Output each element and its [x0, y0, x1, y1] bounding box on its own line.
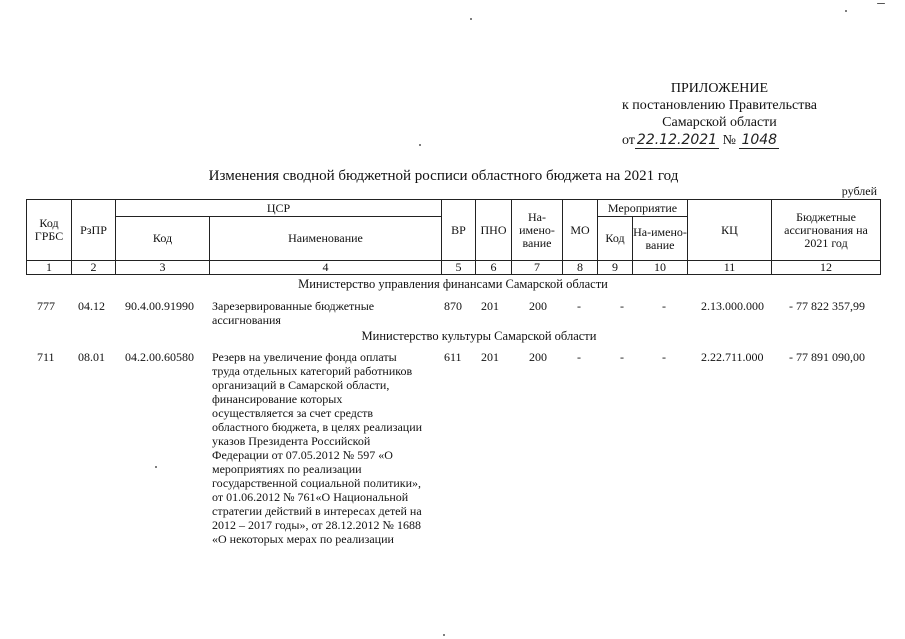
scan-speck	[845, 10, 847, 12]
scan-speck	[877, 3, 885, 4]
cell-vr: 611	[444, 350, 462, 364]
col-header-budget: Бюджетные ассигнования на 2021 год	[772, 200, 881, 261]
cell-amount: - 77 822 357,99	[789, 299, 865, 313]
col-header-event-code: Код	[598, 217, 633, 261]
cell-pno: 201	[481, 350, 499, 364]
cell-mo: -	[577, 299, 581, 313]
scan-speck	[155, 466, 157, 468]
col-number: 10	[633, 261, 688, 275]
cell-kc: 2.22.711.000	[701, 350, 764, 364]
handwritten-date: 22.12.2021	[636, 132, 718, 148]
col-number: 11	[688, 261, 772, 275]
col-number: 3	[116, 261, 210, 275]
col-header-event-name: На-имено-вание	[633, 217, 688, 261]
col-header-grbs: Код ГРБС	[27, 200, 72, 261]
approval-header	[622, 80, 817, 149]
col-number: 7	[512, 261, 563, 275]
units-label: рублей	[841, 184, 877, 198]
cell-rzpr: 08.01	[78, 350, 105, 364]
col-number: 12	[772, 261, 881, 275]
col-header-csr: ЦСР	[116, 200, 442, 217]
scan-speck	[419, 144, 421, 146]
cell-csr-code: 04.2.00.60580	[125, 350, 194, 364]
col-header-mo: МО	[563, 200, 598, 261]
col-header-csr-code: Код	[116, 217, 210, 261]
col-number: 2	[72, 261, 116, 275]
cell-pno: 201	[481, 299, 499, 313]
col-header-csr-name: Наименование	[210, 217, 442, 261]
date-prefix: от	[621, 133, 635, 148]
cell-csr-code: 90.4.00.91990	[125, 299, 194, 313]
cell-csr-name: Зарезервированные бюджетные ассигнования	[212, 299, 375, 327]
handwritten-number: 1048	[741, 132, 778, 148]
cell-event-code: -	[620, 299, 624, 313]
cell-grbs: 711	[37, 350, 55, 364]
col-number: 1	[27, 261, 72, 275]
col-header-vr: ВР	[442, 200, 476, 261]
col-number: 5	[442, 261, 476, 275]
cell-amount: - 77 891 090,00	[789, 350, 865, 364]
cell-naimen: 200	[529, 350, 547, 364]
cell-mo: -	[577, 350, 581, 364]
region-line: Самарской области	[662, 115, 777, 130]
col-number: 6	[476, 261, 512, 275]
document-title: Изменения сводной бюджетной росписи областного бюджета на 2021 год	[208, 168, 679, 184]
col-number: 4	[210, 261, 442, 275]
cell-rzpr: 04.12	[78, 299, 105, 313]
resolution-line: к постановлению Правительства	[621, 98, 817, 113]
cell-event-name: -	[662, 299, 666, 313]
cell-event-name: -	[662, 350, 666, 364]
col-header-event: Мероприятие	[598, 200, 688, 217]
col-header-rzpr: РзПР	[72, 200, 116, 261]
cell-kc: 2.13.000.000	[701, 299, 764, 313]
col-number: 8	[563, 261, 598, 275]
appendix-label: ПРИЛОЖЕНИЕ	[670, 81, 769, 96]
scan-speck	[443, 634, 445, 636]
col-number: 9	[598, 261, 633, 275]
number-prefix: №	[722, 133, 736, 148]
col-header-kc: КЦ	[688, 200, 772, 261]
ministry-heading: Министерство управления финансами Самарской области	[298, 277, 608, 291]
cell-csr-name: Резерв на увеличение фонда оплаты труда отдельных категорий работников организаций в Самарской области, финансирование которых осуществляется за счет средств областного бюджета, в целях реализации указов Президента Российской Федерации от 07.05.2012 № 597 «О мероприятиях по реализации государственной социальной политики», от 01.06.2012 № 761«О Национальной стратегии действий в интересах детей на 2012 – 2017 годы», от 28.12.2012 № 1688 «О некоторых мерах по реализации	[212, 350, 423, 546]
cell-naimen: 200	[529, 299, 547, 313]
cell-event-code: -	[620, 350, 624, 364]
col-header-pno: ПНО	[476, 200, 512, 261]
cell-grbs: 777	[37, 299, 55, 313]
cell-vr: 870	[444, 299, 462, 313]
ministry-heading: Министерство культуры Самарской области	[361, 329, 597, 343]
budget-table-header	[26, 199, 881, 275]
scan-speck	[470, 18, 472, 20]
col-header-naimen: На-имено-вание	[512, 200, 563, 261]
date-number-line	[622, 132, 817, 149]
